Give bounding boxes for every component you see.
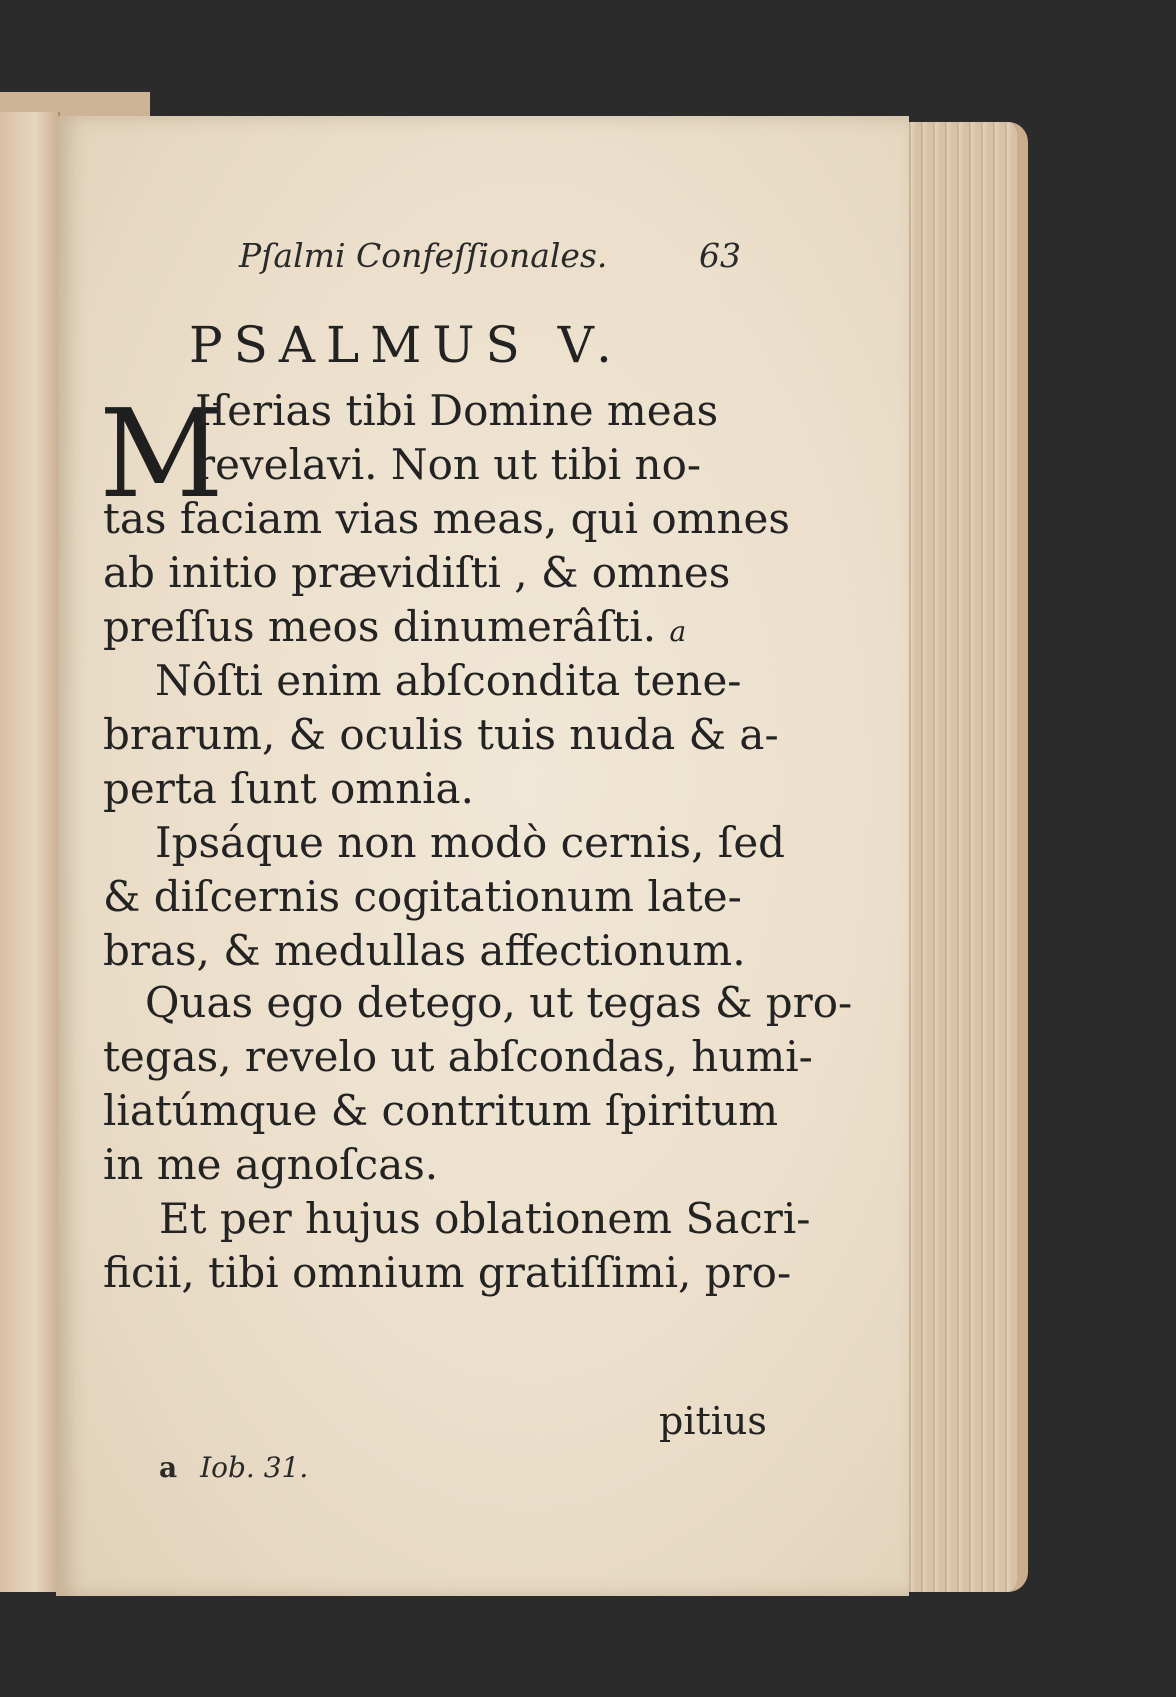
paragraph-5 (103, 1192, 811, 1300)
text-line: Ipsáque non modò cernis, ſed (155, 818, 786, 867)
text-line: bras, & medullas affectionum. (103, 926, 746, 975)
text-line: tas faciam vias meas, qui omnes (103, 494, 790, 543)
paragraph-3 (103, 816, 786, 978)
running-head: Pſalmi Confeſſionales. (239, 236, 608, 275)
footnote-reference: Iob. 31. (200, 1451, 309, 1484)
text-line: perta ſunt omnia. (103, 764, 474, 813)
text-segment: preſſus meos dinumerâſti. (103, 602, 657, 651)
text-line: tegas, revelo ut abſcondas, humi- (103, 1032, 813, 1081)
footnote-mark: a (159, 1451, 178, 1484)
text-line: ficii, tibi omnium gratiſſimi, pro- (103, 1248, 792, 1297)
catch-word: pitius (659, 1399, 767, 1443)
text-line: brarum, & oculis tuis nuda & a- (103, 710, 779, 759)
text-line: in me agnoſcas. (103, 1140, 439, 1189)
text-line: Nôſti enim abſcondita tene- (155, 656, 742, 705)
page-number: 63 (699, 236, 741, 275)
psalm-title: PSALMUS V. (189, 316, 623, 374)
book (0, 92, 1020, 1612)
footnote-marker: a (669, 615, 687, 648)
left-page-edge (0, 112, 60, 1592)
drop-cap: M (99, 383, 224, 525)
book-page (56, 116, 909, 1596)
text-line: Quas ego detego, ut tegas & pro- (145, 978, 853, 1027)
text-line: Iſerias tibi Domine meas (195, 386, 719, 435)
text-line (103, 600, 763, 659)
paragraph-4 (103, 976, 853, 1192)
paragraph-2 (103, 654, 779, 816)
text-line: revelavi. Non ut tibi no- (195, 440, 702, 489)
text-line: liatúmque & contritum ſpiritum (103, 1086, 779, 1135)
text-line: ab initio prævidiſti , & omnes (103, 548, 731, 597)
footnote (159, 1451, 308, 1484)
paragraph-1 (103, 384, 790, 659)
text-line: & diſcernis cogitationum late- (103, 872, 742, 921)
text-line: Et per hujus oblationem Sacri- (159, 1194, 811, 1243)
